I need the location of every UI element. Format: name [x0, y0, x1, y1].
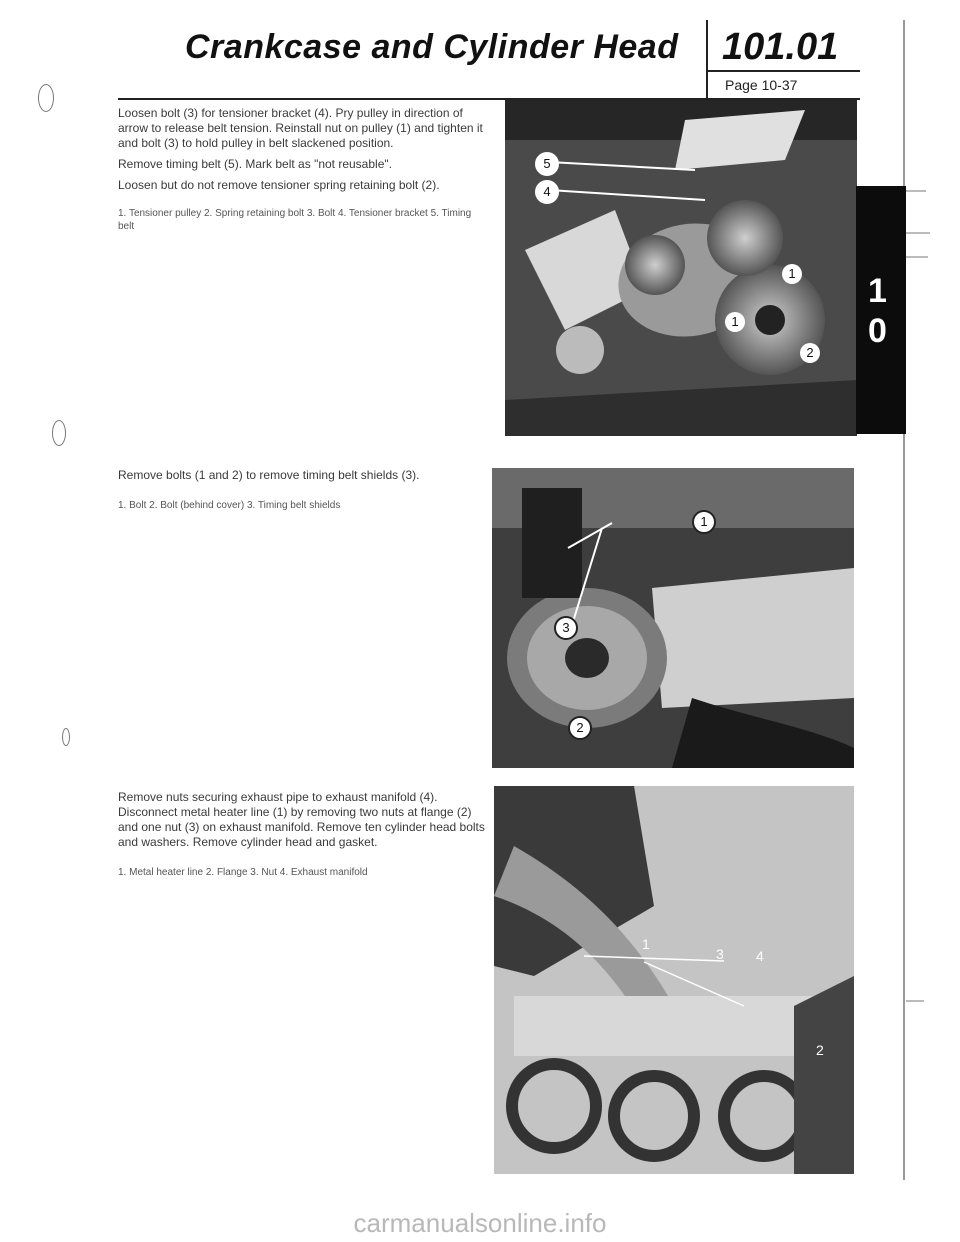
photo-tensioner-illustration	[505, 100, 857, 436]
photo-belt-shields-illustration	[492, 468, 854, 768]
photo-belt-shields	[492, 468, 854, 768]
callout-4: 4	[535, 180, 559, 204]
page-number: Page 10-37	[725, 77, 798, 93]
section-code: 101.01	[722, 26, 839, 68]
edge-mark	[906, 1000, 924, 1002]
chapter-tab-digit: 0	[868, 312, 887, 350]
callout-2: 2	[816, 1042, 824, 1058]
punch-hole-top	[38, 84, 54, 112]
edge-mark	[906, 232, 930, 234]
chapter-tab-digit: 1	[868, 272, 887, 310]
callout-1: 1	[692, 510, 716, 534]
punch-hole-middle	[52, 420, 66, 446]
callout-3: 3	[716, 946, 724, 962]
figure-caption: 1. Tensioner pulley 2. Spring retaining bolt 3. Bolt 4. Tensioner bracket 5. Timing belt	[118, 208, 472, 232]
photo-exhaust-manifold	[494, 786, 854, 1174]
figure-caption: 1. Metal heater line 2. Flange 3. Nut 4. Exhaust manifold	[118, 867, 368, 878]
punch-hole-bottom	[62, 728, 70, 746]
callout-1: 1	[642, 936, 650, 952]
callout-2: 2	[568, 716, 592, 740]
callout-4: 4	[756, 948, 764, 964]
section-2-text	[118, 468, 488, 512]
watermark: carmanualsonline.info	[353, 1208, 607, 1238]
section-1-text	[118, 106, 488, 233]
paragraph: Remove bolts (1 and 2) to remove timing belt shields (3).	[118, 468, 420, 482]
paragraph: Remove nuts securing exhaust pipe to exhaust manifold (4). Disconnect metal heater line (1) by removing two nuts at flange (2) and one nut (3) on exhaust manifold. Remove ten cylinder head bolts and washers. Remove cylinder head and gasket.	[118, 790, 485, 849]
callout-1: 1	[782, 264, 802, 284]
callout-2: 2	[800, 343, 820, 363]
section-3-text	[118, 790, 488, 879]
header-rule-short	[708, 70, 860, 72]
photo-exhaust-manifold-illustration	[494, 786, 854, 1174]
edge-mark	[906, 190, 926, 192]
edge-mark	[906, 256, 928, 258]
paragraph: Loosen but do not remove tensioner spring retaining bolt (2).	[118, 178, 440, 192]
header-divider	[706, 20, 708, 100]
callout-1: 1	[725, 312, 745, 332]
figure-caption: 1. Bolt 2. Bolt (behind cover) 3. Timing belt shields	[118, 500, 341, 511]
callout-3: 3	[554, 616, 578, 640]
paragraph: Loosen bolt (3) for tensioner bracket (4). Pry pulley in direction of arrow to release belt tension. Reinstall nut on pulley (1) and tighten it and bolt (3) to hold pulley in belt slackened position.	[118, 106, 483, 150]
paragraph: Remove timing belt (5). Mark belt as "not reusable".	[118, 157, 392, 171]
callout-5: 5	[535, 152, 559, 176]
page-title: Crankcase and Cylinder Head	[185, 28, 679, 66]
photo-tensioner	[505, 100, 857, 436]
chapter-tab	[856, 186, 906, 434]
